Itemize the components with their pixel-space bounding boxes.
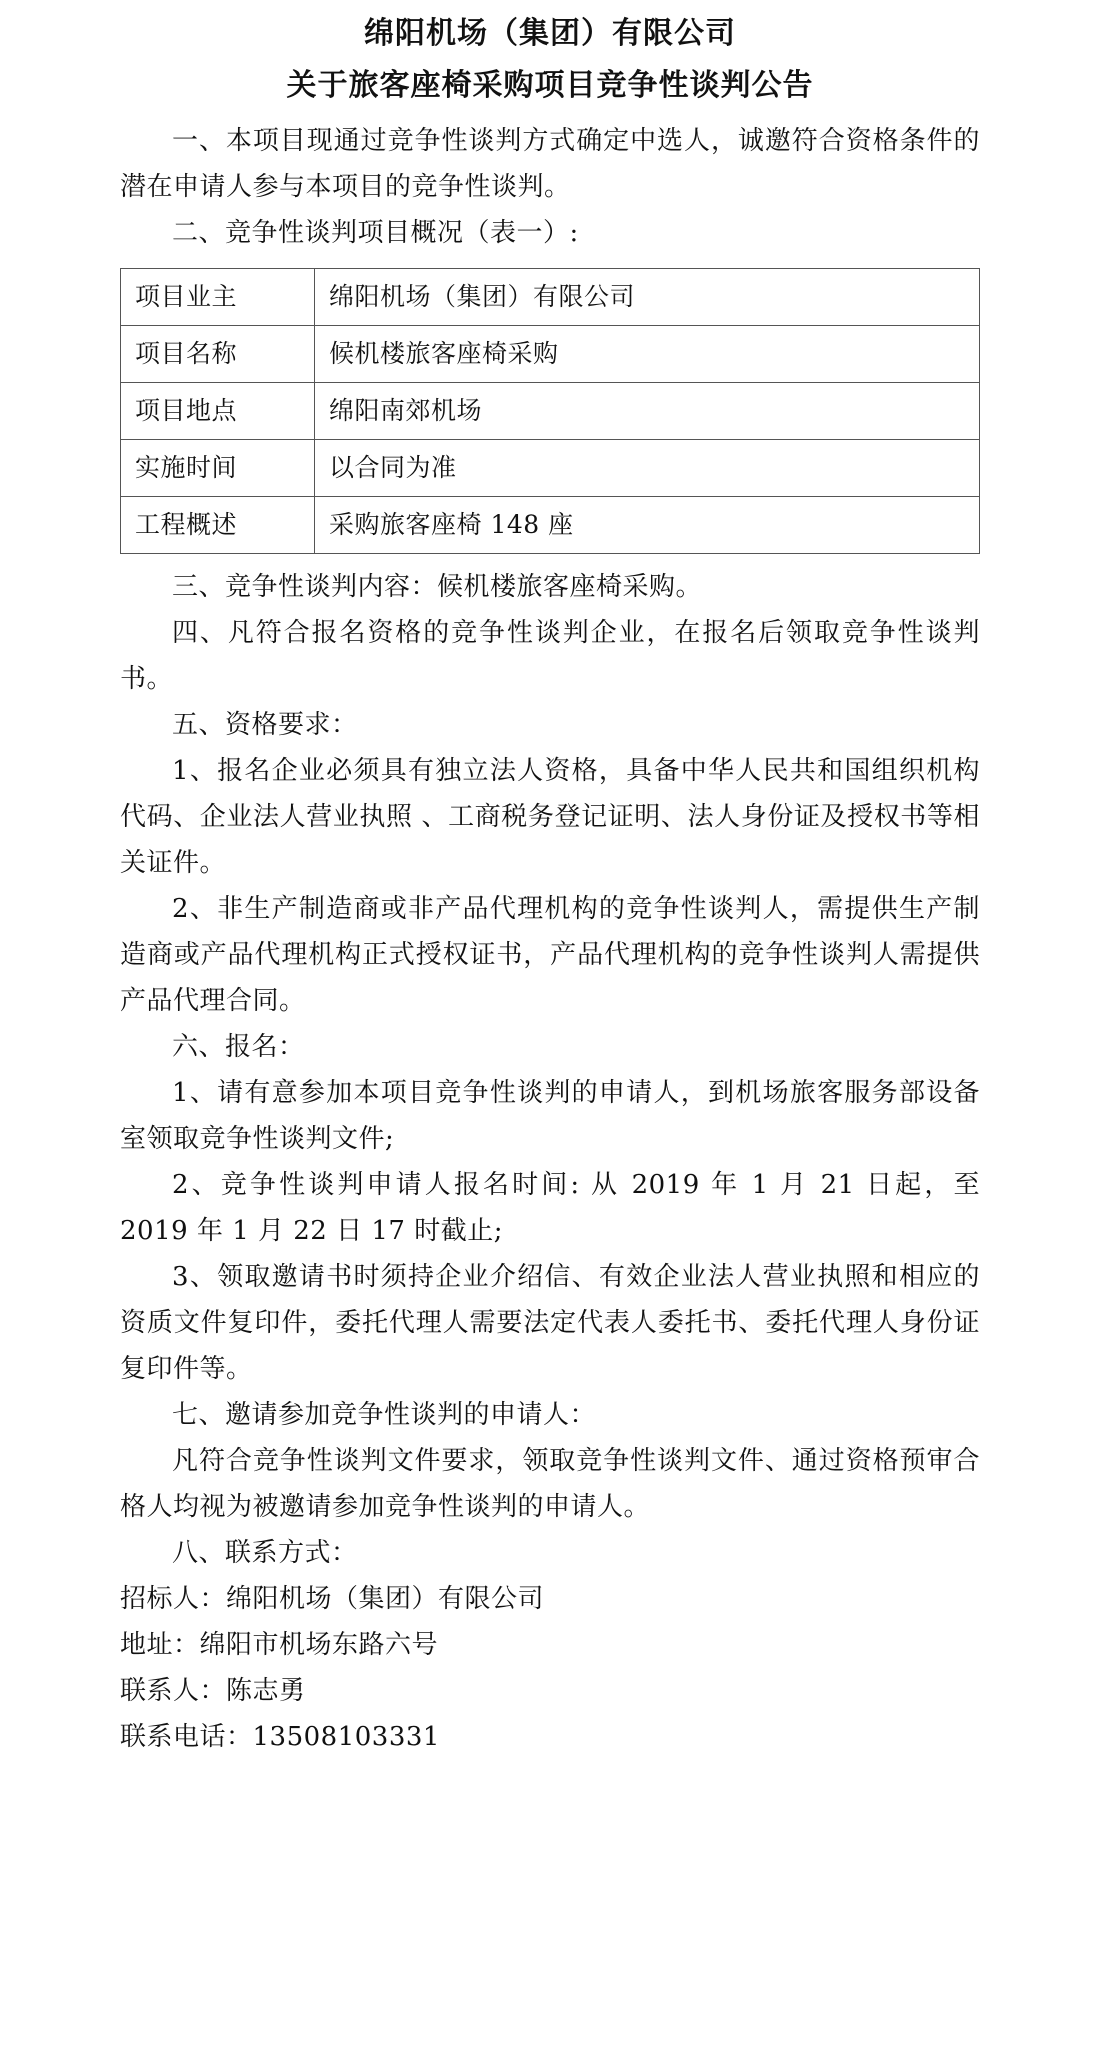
- paragraph-section-8: 八、联系方式：: [172, 1538, 358, 1568]
- paragraph-section-5-item-2: 2、非生产制造商或非产品代理机构的竞争性谈判人，需提供生产制造商或产品代理机构正式授权证书，产品代理机构的竞争性谈判人需提供产品代理合同。: [120, 894, 980, 1016]
- paragraph-section-5-item-1: 1、报名企业必须具有独立法人资格，具备中华人民共和国组织机构代码、企业法人营业执照 、工商税务登记证明、法人身份证及授权书等相关证件。: [120, 756, 980, 878]
- table-row: [121, 440, 980, 497]
- paragraph-section-7-body: 凡符合竞争性谈判文件要求，领取竞争性谈判文件、通过资格预审合格人均视为被邀请参加竞争性谈判的申请人。: [120, 1446, 980, 1522]
- paragraph-section-4: 四、凡符合报名资格的竞争性谈判企业，在报名后领取竞争性谈判书。: [120, 618, 980, 694]
- table-cell-label: 项目地点: [121, 383, 315, 440]
- table-cell-label: 工程概述: [121, 497, 315, 554]
- project-overview-table: [120, 268, 980, 554]
- contact-phone: 联系电话：13508103331: [120, 1722, 440, 1752]
- contact-address: 地址：绵阳市机场东路六号: [120, 1630, 439, 1660]
- table-cell-value: 绵阳机场（集团）有限公司: [315, 269, 980, 326]
- table-cell-label: 项目业主: [121, 269, 315, 326]
- table-row: [121, 269, 980, 326]
- contact-person: 联系人：陈志勇: [120, 1676, 306, 1706]
- table-cell-label: 项目名称: [121, 326, 315, 383]
- paragraph-section-1: 一、本项目现通过竞争性谈判方式确定中选人，诚邀符合资格条件的潜在申请人参与本项目的竞争性谈判。: [120, 126, 980, 202]
- table-cell-value: 采购旅客座椅 148 座: [315, 497, 980, 554]
- contact-block: [120, 1576, 980, 1760]
- table-cell-value: 绵阳南郊机场: [315, 383, 980, 440]
- table-row: [121, 383, 980, 440]
- document-title-line-2: 关于旅客座椅采购项目竞争性谈判公告: [286, 68, 814, 103]
- paragraph-section-7: 七、邀请参加竞争性谈判的申请人：: [172, 1400, 597, 1430]
- document-title-line-1: 绵阳机场（集团）有限公司: [364, 16, 736, 51]
- paragraph-section-3: 三、竞争性谈判内容：候机楼旅客座椅采购。: [172, 572, 703, 602]
- paragraph-section-5: 五、资格要求：: [172, 710, 358, 740]
- table-cell-label: 实施时间: [121, 440, 315, 497]
- paragraph-section-6-item-1: 1、请有意参加本项目竞争性谈判的申请人，到机场旅客服务部设备室领取竞争性谈判文件;: [120, 1078, 980, 1154]
- table-row: [121, 497, 980, 554]
- table-row: [121, 326, 980, 383]
- paragraph-section-2: 二、竞争性谈判项目概况（表一）:: [172, 218, 579, 248]
- table-cell-value: 候机楼旅客座椅采购: [315, 326, 980, 383]
- paragraph-section-6-item-2: 2、竞争性谈判申请人报名时间: 从 2019 年 1 月 21 日起，至 2019 年 1 月 22 日 17 时截止;: [120, 1170, 980, 1246]
- paragraph-section-6-item-3: 3、领取邀请书时须持企业介绍信、有效企业法人营业执照和相应的资质文件复印件，委托代理人需要法定代表人委托书、委托代理人身份证复印件等。: [120, 1262, 980, 1384]
- table-cell-value: 以合同为准: [315, 440, 980, 497]
- paragraph-section-6: 六、报名：: [172, 1032, 305, 1062]
- contact-tenderer: 招标人：绵阳机场（集团）有限公司: [120, 1584, 545, 1614]
